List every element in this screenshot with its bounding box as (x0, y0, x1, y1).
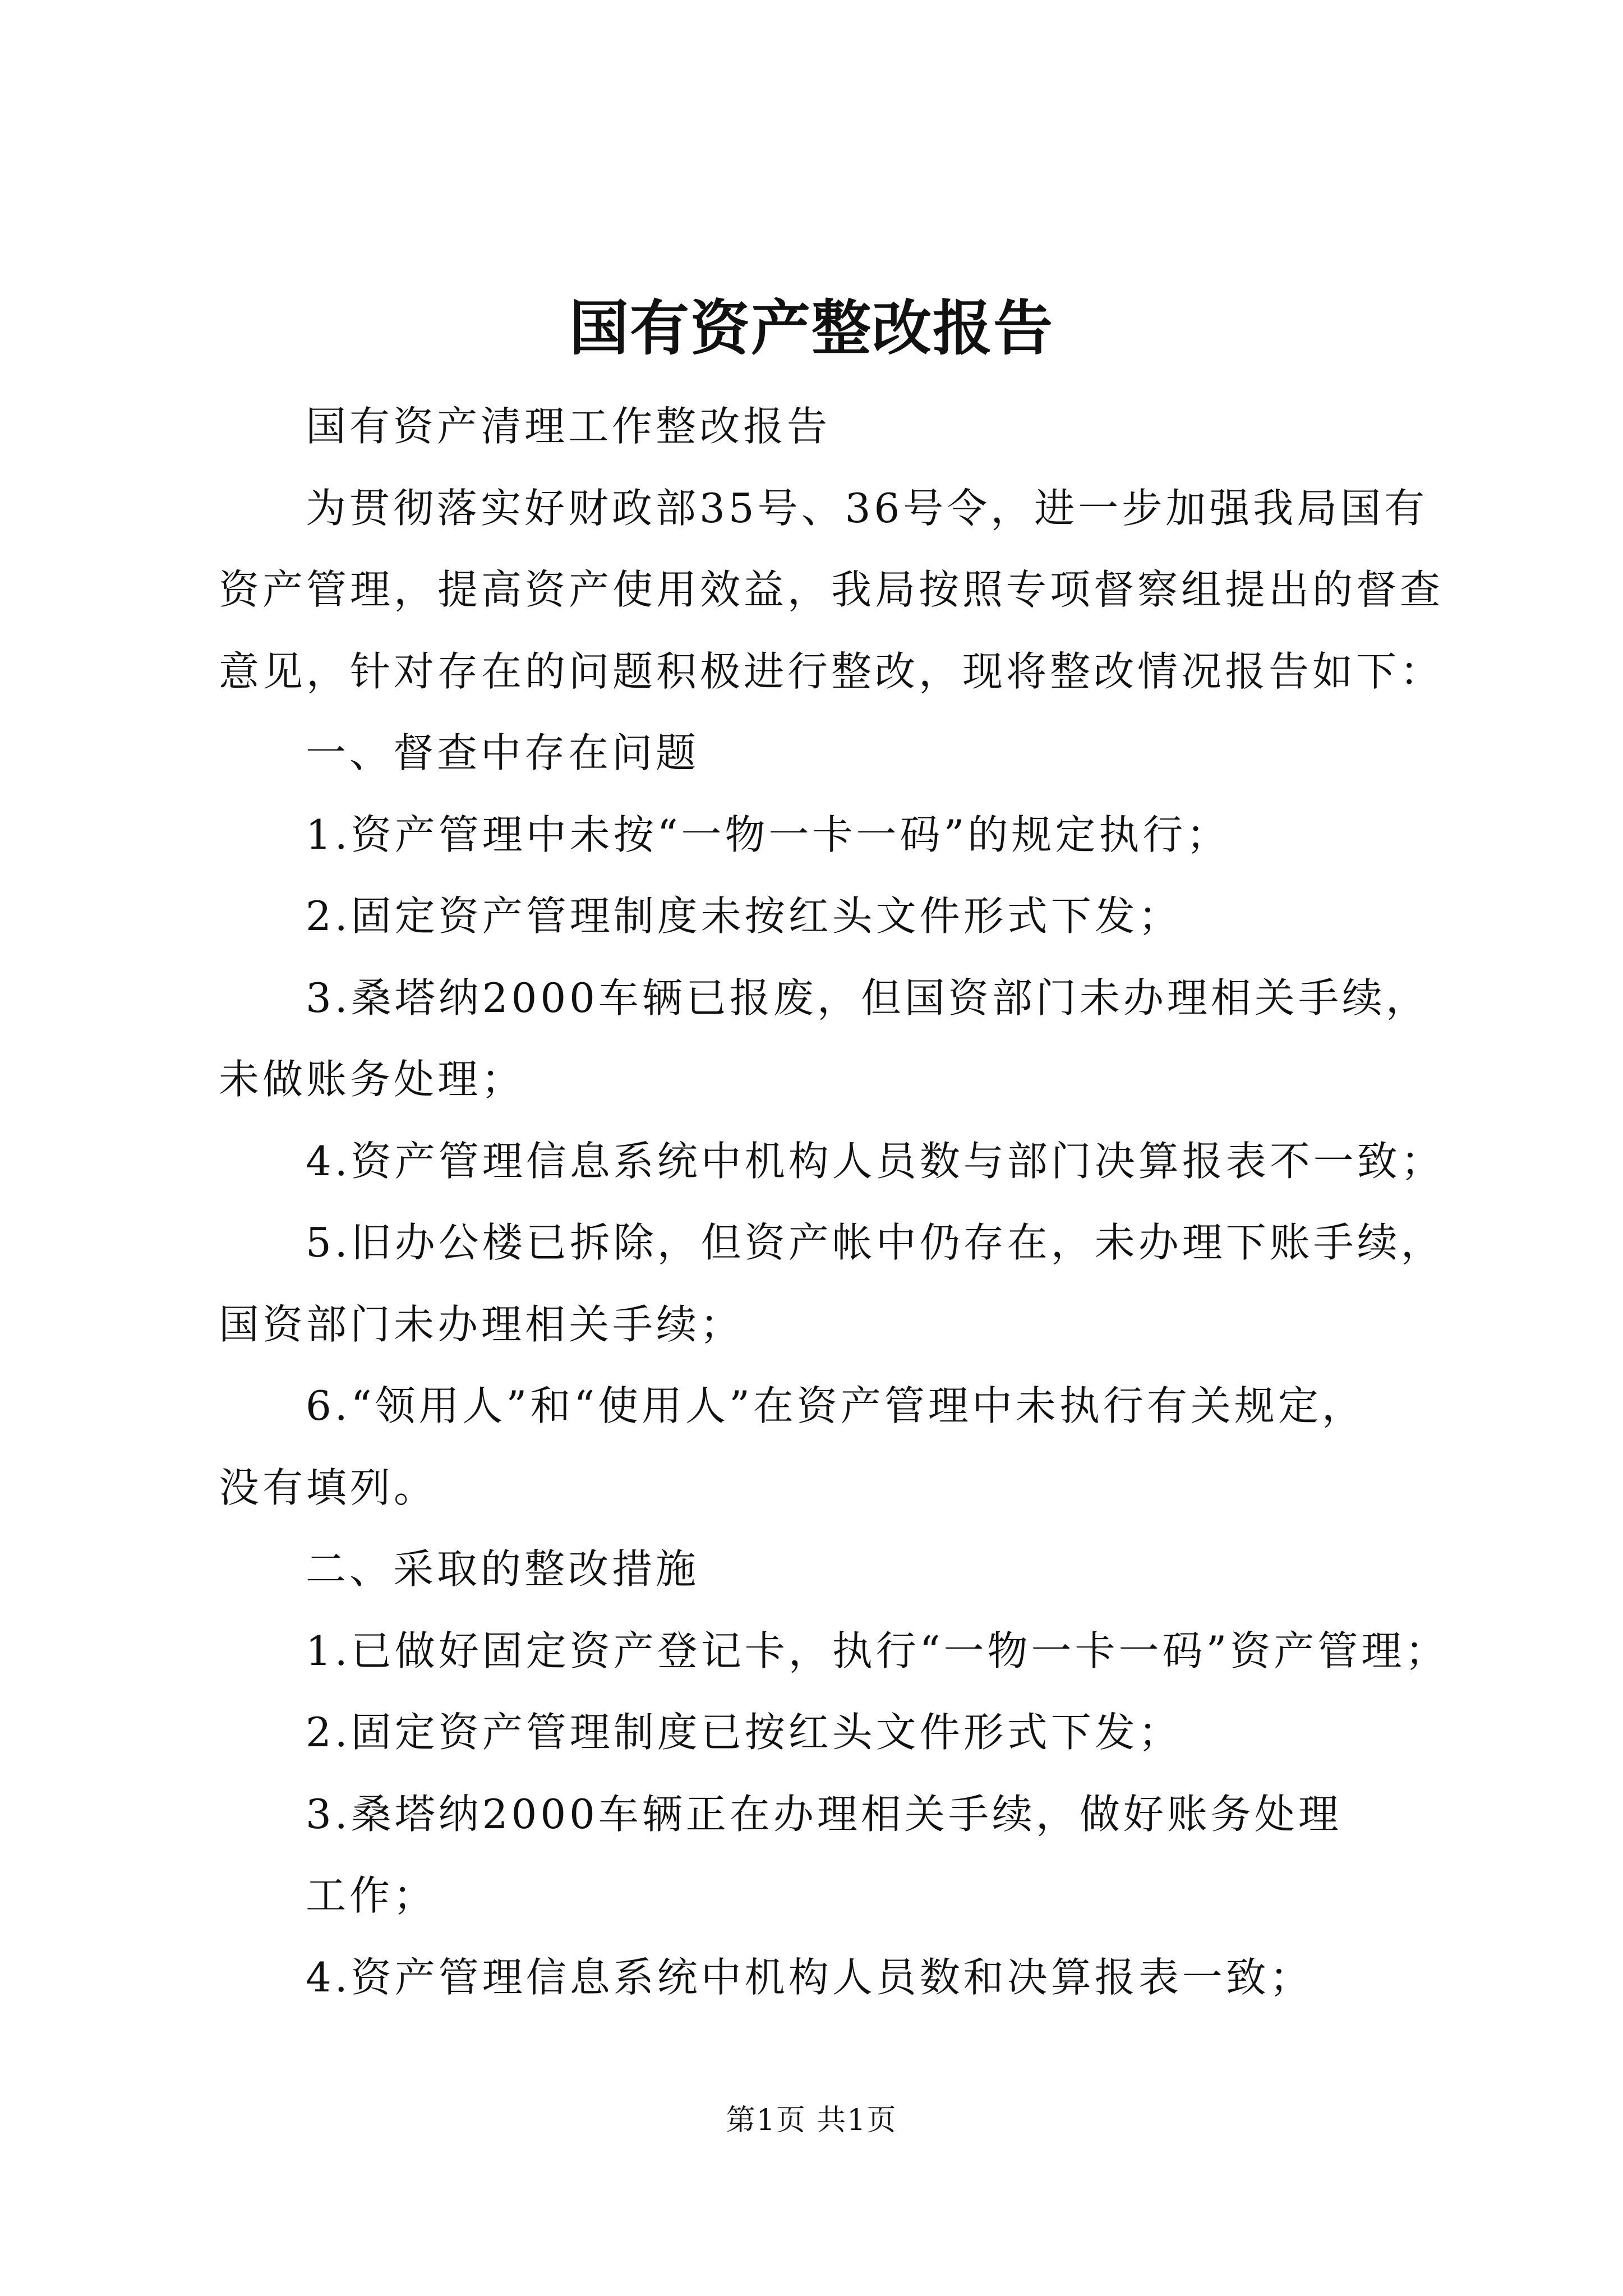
list-item: 4.资产管理信息系统中机构人员数与部门决算报表不一致； (306, 1137, 1445, 1185)
section-heading: 二、采取的整改措施 (306, 1545, 700, 1593)
document-body (219, 386, 1449, 2018)
subtitle-line: 国有资产清理工作整改报告 (306, 403, 831, 450)
list-item: 1.资产管理中未按“一物一卡一码”的规定执行； (306, 811, 1230, 858)
list-item: 2.固定资产管理制度已按红头文件形式下发； (306, 1709, 1182, 1756)
paragraph-line: 为贯彻落实好财政部35号、36号令，进一步加强我局国有 (306, 484, 1428, 532)
list-item: 2.固定资产管理制度未按红头文件形式下发； (306, 892, 1182, 940)
document-title: 国有资产整改报告 (569, 293, 1054, 363)
paragraph-line: 意见，针对存在的问题积极进行整改，现将整改情况报告如下： (219, 647, 1444, 695)
list-item: 4.资产管理信息系统中机构人员数和决算报表一致； (306, 1953, 1313, 2001)
list-item: 3.桑塔纳2000车辆已报废，但国资部门未办理相关手续， (306, 974, 1430, 1022)
paragraph-line: 资产管理，提高资产使用效益，我局按照专项督察组提出的督查 (219, 566, 1444, 613)
page-indicator: 第1页 共1页 (726, 2104, 897, 2137)
list-item: 6.“领用人”和“使用人”在资产管理中未执行有关规定， (306, 1382, 1366, 1429)
list-item-continuation: 未做账务处理； (219, 1056, 525, 1103)
list-item: 3.桑塔纳2000车辆正在办理相关手续，做好账务处理 (306, 1790, 1342, 1838)
list-item: 5.旧办公楼已拆除，但资产帐中仍存在，未办理下账手续， (306, 1219, 1445, 1266)
list-item-continuation: 工作； (306, 1872, 437, 1919)
section-heading: 一、督查中存在问题 (306, 729, 700, 776)
list-item-continuation: 没有填列。 (219, 1464, 438, 1511)
list-item: 1.已做好固定资产登记卡，执行“一物一卡一码”资产管理； (306, 1627, 1449, 1674)
list-item-continuation: 国资部门未办理相关手续； (219, 1300, 744, 1348)
